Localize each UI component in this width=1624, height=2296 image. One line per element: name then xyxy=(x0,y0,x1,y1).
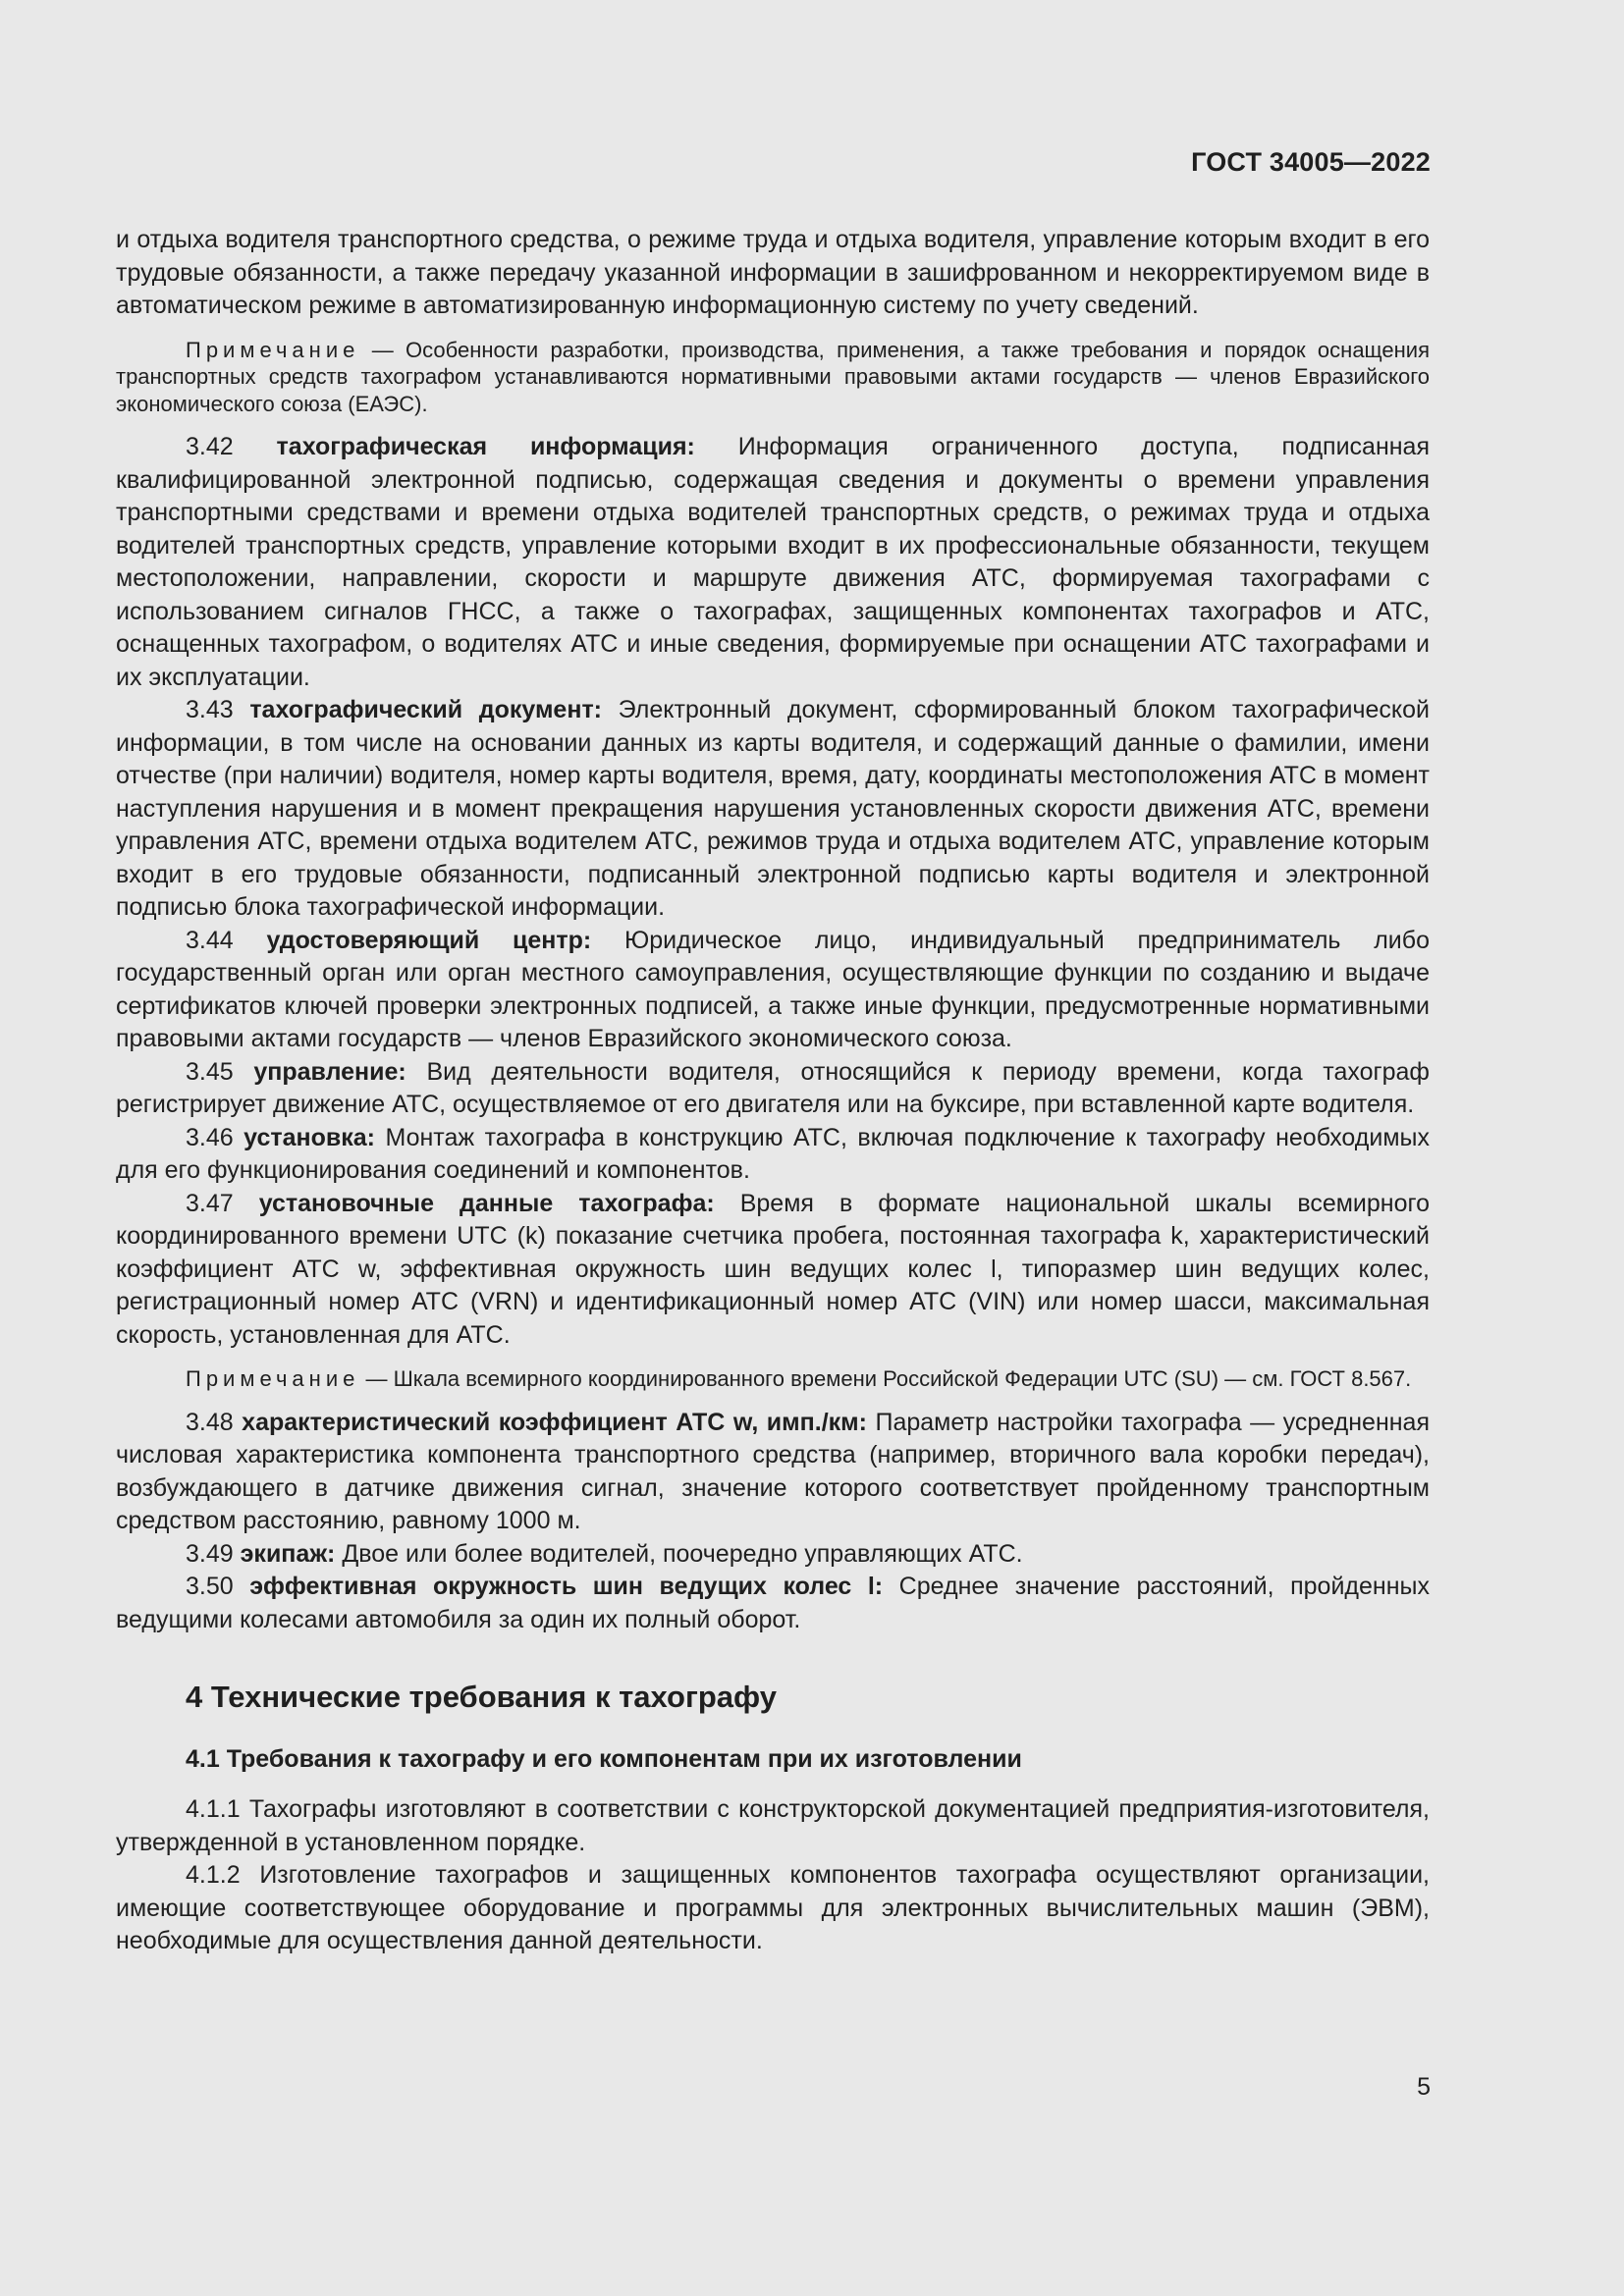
note-label: Примечание xyxy=(186,1366,360,1391)
term-3-44 xyxy=(116,925,1430,1056)
section-4-heading: 4 Технические требования к тахографу xyxy=(186,1680,778,1714)
note-text: — Особенности разработки, производства, применения, а также требования и порядок оснащения транспортных средств тахографом устанавливаются нормативными правовыми актами государств — членов Евразийского экономического союза (ЕАЭС). xyxy=(116,337,1430,416)
term-name: удостоверяющий центр: xyxy=(266,926,592,954)
term-definition: Двое или более водителей, поочередно управляющих АТС. xyxy=(335,1539,1023,1568)
note-label: Примечание xyxy=(186,337,360,362)
term-name: тахографический документ: xyxy=(249,696,603,723)
term-name: экипаж: xyxy=(240,1539,336,1568)
term-definition: Среднее значение расстояний, пройденных ведущими колесами автомобиля за один их полный оборот. xyxy=(116,1573,1430,1633)
term-number: 3.44 xyxy=(186,926,234,954)
note-text: — Шкала всемирного координированного времени Российской Федерации UTC (SU) — см. ГОСТ 8.567. xyxy=(359,1366,1412,1391)
paragraph-4-1-1: 4.1.1 Тахографы изготовляют в соответствии с конструкторской документацией предприятия-изготовителя, утвержденной в установленном порядке. xyxy=(116,1795,1430,1856)
document-body xyxy=(116,224,1430,1958)
term-definition: Вид деятельности водителя, относящийся к периоду времени, когда тахограф регистрирует движение АТС, осуществляемое от его двигателя или на буксире, при вставленной карте водителя. xyxy=(116,1057,1430,1118)
term-definition: Время в формате национальной шкалы всемирного координированного времени UTC (k) показание счетчика пробега, постоянная тахографа k, характеристический коэффициент АТС w, эффективная окружность шин ведущих колес l, типоразмер шин ведущих колес, регистрационный номер АТС (VRN) и идентификационный номер АТС (VIN) или номер шасси, максимальная скорость, установленная для АТС. xyxy=(116,1189,1430,1349)
term-3-42 xyxy=(116,431,1430,694)
term-number: 3.47 xyxy=(186,1189,234,1217)
term-3-48 xyxy=(116,1407,1430,1538)
page-number: 5 xyxy=(1417,2073,1431,2101)
term-definition: Юридическое лицо, индивидуальный предприниматель либо государственный орган или орган местного самоуправления, осуществляющие функции по созданию и выдаче сертификатов ключей проверки электронных подписей, а также иные функции, предусмотренные нормативными правовыми актами государств — членов Евразийского экономического союза. xyxy=(116,926,1430,1052)
term-number: 3.48 xyxy=(186,1408,234,1436)
term-3-43 xyxy=(116,694,1430,925)
term-number: 3.43 xyxy=(186,696,234,723)
term-definition: Параметр настройки тахографа — усредненная числовая характеристика компонента транспортного средства (например, вторичного вала коробки передач), возбуждающего в датчике движения сигнал, значение которого соответствует пройденному транспортным средством расстоянию, равному 1000 м. xyxy=(116,1408,1431,1534)
term-3-47 xyxy=(116,1188,1430,1353)
term-number: 3.50 xyxy=(186,1573,234,1600)
note-2 xyxy=(116,1365,1430,1393)
term-3-49 xyxy=(116,1538,1430,1572)
term-3-50 xyxy=(116,1571,1430,1636)
term-name: установка: xyxy=(244,1123,375,1151)
term-name: эффективная окружность шин ведущих колес l: xyxy=(249,1573,884,1600)
document-header: ГОСТ 34005—2022 xyxy=(1191,147,1431,177)
term-number: 3.49 xyxy=(186,1539,234,1568)
continuation-paragraph: и отдыха водителя транспортного средства, о режиме труда и отдыха водителя, управление которым входит в его трудовые обязанности, а также передачу указанной информации в зашифрованном и некорректируемом виде в автоматическом режиме в автоматизированную информационную систему по учету сведений. xyxy=(116,226,1430,319)
term-3-46 xyxy=(116,1122,1430,1188)
term-name: тахографическая информация: xyxy=(276,433,695,460)
note-1 xyxy=(116,337,1430,418)
term-name: управление: xyxy=(253,1057,406,1086)
term-definition: Информация ограниченного доступа, подписанная квалифицированной электронной подписью, содержащая сведения и документы о времени управления транспортными средствами и времени отдыха водителей транспортных средств, о режимах труда и отдыха водителей транспортных средств, управление которыми входит в их профессиональные обязанности, текущем местоположении, направлении, скорости и маршруте движения АТС, формируемая тахографами с использованием сигналов ГНСС, а также о тахографах, защищенных компонентах тахографов и АТС, оснащенных тахографом, о водителях АТС и иные сведения, формируемые при оснащении АТС тахографами и их эксплуатации. xyxy=(116,433,1430,691)
term-name: установочные данные тахографа: xyxy=(258,1189,715,1217)
term-number: 3.46 xyxy=(186,1123,234,1151)
term-name: характеристический коэффициент АТС w, имп./км: xyxy=(242,1408,867,1436)
term-number: 3.42 xyxy=(186,433,234,460)
term-definition: Электронный документ, сформированный блоком тахографической информации, в том числе на основании данных из карты водителя, и содержащий данные о фамилии, имени отчестве (при наличии) водителя, номер карты водителя, время, дату, координаты местоположения АТС в момент наступления нарушения и в момент прекращения нарушения установленных скорости движения АТС, времени управления АТС, времени отдыха водителем АТС, режимов труда и отдыха водителем АТС, управление которым входит в его трудовые обязанности, подписанный электронной подписью карты водителя и электронной подписью блока тахографической информации. xyxy=(116,696,1430,921)
paragraph-4-1-2: 4.1.2 Изготовление тахографов и защищенных компонентов тахографа осуществляют организации, имеющие соответствующее оборудование и программы для электронных вычислительных машин (ЭВМ), необходимые для осуществления данной деятельности. xyxy=(116,1861,1430,1954)
term-3-45 xyxy=(116,1056,1430,1122)
term-definition: Монтаж тахографа в конструкцию АТС, включая подключение к тахографу необходимых для его функционирования соединений и компонентов. xyxy=(116,1123,1430,1184)
subsection-4-1-heading: 4.1 Требования к тахографу и его компонентам при их изготовлении xyxy=(186,1745,1022,1773)
term-number: 3.45 xyxy=(186,1057,234,1086)
